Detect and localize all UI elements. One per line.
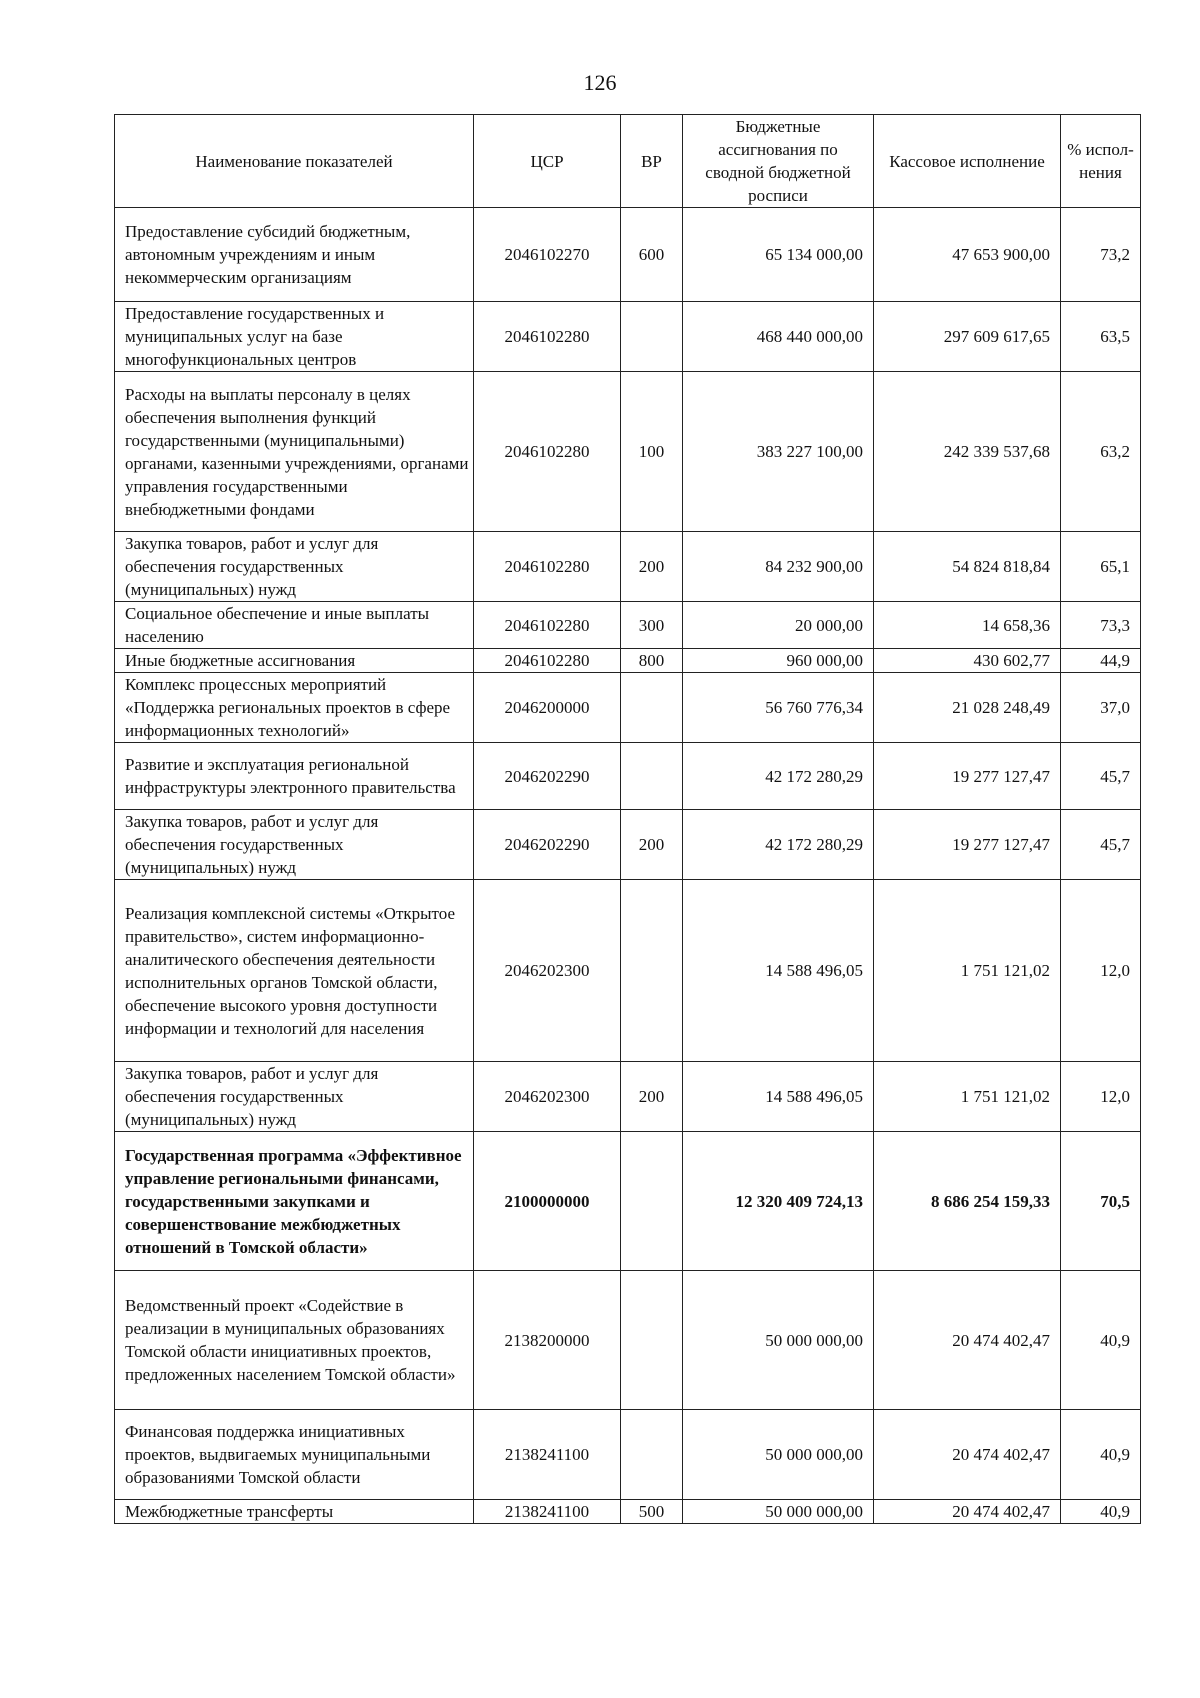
- table-row: [115, 1500, 1141, 1524]
- row-vr-cell: 600: [621, 208, 683, 302]
- row-cash-cell: 8 686 254 159,33: [874, 1132, 1061, 1271]
- row-name-cell: Закупка товаров, работ и услуг для обеспечения государственных (муниципальных) нужд: [115, 532, 474, 602]
- row-assignments-cell: 12 320 409 724,13: [683, 1132, 874, 1271]
- row-cash-cell: 21 028 248,49: [874, 673, 1061, 743]
- row-cash-cell: 20 474 402,47: [874, 1410, 1061, 1500]
- row-pct-cell: 73,2: [1061, 208, 1141, 302]
- row-csr-cell: 2138241100: [474, 1410, 621, 1500]
- header-assignments: Бюджетные ассигнования по сводной бюджетной росписи: [683, 115, 874, 208]
- row-assignments-cell: 468 440 000,00: [683, 302, 874, 372]
- row-pct-cell: 70,5: [1061, 1132, 1141, 1271]
- table-row: [115, 1410, 1141, 1500]
- header-vr: ВР: [621, 115, 683, 208]
- row-assignments-cell: 56 760 776,34: [683, 673, 874, 743]
- table-header-row: [115, 115, 1141, 208]
- row-assignments-cell: 50 000 000,00: [683, 1271, 874, 1410]
- row-name-cell: Расходы на выплаты персоналу в целях обеспечения выполнения функций государственными (муниципальными) органами, казенными учреждениями, органами управления государственными внебюджетными фондами: [115, 372, 474, 532]
- row-pct-cell: 73,3: [1061, 602, 1141, 649]
- row-assignments-cell: 960 000,00: [683, 649, 874, 673]
- row-pct-cell: 63,5: [1061, 302, 1141, 372]
- table-body: [115, 208, 1141, 1524]
- row-name-cell: Предоставление государственных и муниципальных услуг на базе многофункциональных центров: [115, 302, 474, 372]
- row-csr-cell: 2046102280: [474, 372, 621, 532]
- row-vr-cell: [621, 1132, 683, 1271]
- row-vr-cell: 200: [621, 1062, 683, 1132]
- page-number: 126: [583, 70, 617, 95]
- row-assignments-cell: 84 232 900,00: [683, 532, 874, 602]
- row-pct-cell: 40,9: [1061, 1500, 1141, 1524]
- row-vr-cell: [621, 673, 683, 743]
- row-assignments-cell: 14 588 496,05: [683, 880, 874, 1062]
- row-name-cell: Государственная программа «Эффективное управление региональными финансами, государственными закупками и совершенствование межбюджетных отношений в Томской области»: [115, 1132, 474, 1271]
- budget-table: [114, 114, 1141, 1524]
- row-pct-cell: 63,2: [1061, 372, 1141, 532]
- row-cash-cell: 20 474 402,47: [874, 1271, 1061, 1410]
- row-cash-cell: 19 277 127,47: [874, 743, 1061, 810]
- row-name-cell: Комплекс процессных мероприятий «Поддержка региональных проектов в сфере информационных технологий»: [115, 673, 474, 743]
- table-row: [115, 743, 1141, 810]
- table-row: [115, 1062, 1141, 1132]
- row-pct-cell: 12,0: [1061, 1062, 1141, 1132]
- row-csr-cell: 2046202290: [474, 743, 621, 810]
- row-pct-cell: 45,7: [1061, 743, 1141, 810]
- row-name-cell: Развитие и эксплуатация региональной инфраструктуры электронного правительства: [115, 743, 474, 810]
- table-row: [115, 673, 1141, 743]
- row-cash-cell: 1 751 121,02: [874, 1062, 1061, 1132]
- row-csr-cell: 2046202290: [474, 810, 621, 880]
- row-cash-cell: 20 474 402,47: [874, 1500, 1061, 1524]
- row-cash-cell: 242 339 537,68: [874, 372, 1061, 532]
- row-cash-cell: 19 277 127,47: [874, 810, 1061, 880]
- row-cash-cell: 430 602,77: [874, 649, 1061, 673]
- table-row: [115, 1132, 1141, 1271]
- header-name: Наименование показателей: [115, 115, 474, 208]
- row-assignments-cell: 65 134 000,00: [683, 208, 874, 302]
- row-csr-cell: 2046102280: [474, 649, 621, 673]
- row-csr-cell: 2100000000: [474, 1132, 621, 1271]
- table-row: [115, 880, 1141, 1062]
- row-csr-cell: 2046102280: [474, 532, 621, 602]
- row-cash-cell: 14 658,36: [874, 602, 1061, 649]
- table-row: [115, 372, 1141, 532]
- row-name-cell: Реализация комплексной системы «Открытое правительство», систем информационно-аналитического обеспечения деятельности исполнительных органов Томской области, обеспечение высокого уровня доступности информации и технологий для населения: [115, 880, 474, 1062]
- row-pct-cell: 37,0: [1061, 673, 1141, 743]
- row-vr-cell: 100: [621, 372, 683, 532]
- row-csr-cell: 2046102280: [474, 602, 621, 649]
- row-name-cell: Межбюджетные трансферты: [115, 1500, 474, 1524]
- header-csr: ЦСР: [474, 115, 621, 208]
- row-assignments-cell: 20 000,00: [683, 602, 874, 649]
- row-vr-cell: [621, 302, 683, 372]
- row-csr-cell: 2138200000: [474, 1271, 621, 1410]
- row-cash-cell: 1 751 121,02: [874, 880, 1061, 1062]
- row-cash-cell: 297 609 617,65: [874, 302, 1061, 372]
- table-row: [115, 602, 1141, 649]
- row-vr-cell: 200: [621, 532, 683, 602]
- table-row: [115, 532, 1141, 602]
- row-csr-cell: 2046202300: [474, 1062, 621, 1132]
- table-row: [115, 810, 1141, 880]
- row-pct-cell: 65,1: [1061, 532, 1141, 602]
- row-name-cell: Закупка товаров, работ и услуг для обеспечения государственных (муниципальных) нужд: [115, 1062, 474, 1132]
- row-cash-cell: 54 824 818,84: [874, 532, 1061, 602]
- header-cash: Кассовое исполнение: [874, 115, 1061, 208]
- row-assignments-cell: 42 172 280,29: [683, 810, 874, 880]
- table-row: [115, 1271, 1141, 1410]
- table-row: [115, 302, 1141, 372]
- row-vr-cell: 300: [621, 602, 683, 649]
- row-name-cell: Предоставление субсидий бюджетным, автономным учреждениям и иным некоммерческим организациям: [115, 208, 474, 302]
- row-vr-cell: 200: [621, 810, 683, 880]
- row-vr-cell: 500: [621, 1500, 683, 1524]
- row-assignments-cell: 50 000 000,00: [683, 1500, 874, 1524]
- table-row: [115, 649, 1141, 673]
- row-cash-cell: 47 653 900,00: [874, 208, 1061, 302]
- row-name-cell: Финансовая поддержка инициативных проектов, выдвигаемых муниципальными образованиями Томской области: [115, 1410, 474, 1500]
- row-vr-cell: [621, 880, 683, 1062]
- table-row: [115, 208, 1141, 302]
- row-vr-cell: [621, 1271, 683, 1410]
- row-csr-cell: 2046202300: [474, 880, 621, 1062]
- row-csr-cell: 2046102270: [474, 208, 621, 302]
- row-pct-cell: 44,9: [1061, 649, 1141, 673]
- row-assignments-cell: 50 000 000,00: [683, 1410, 874, 1500]
- row-pct-cell: 45,7: [1061, 810, 1141, 880]
- row-pct-cell: 40,9: [1061, 1271, 1141, 1410]
- row-name-cell: Социальное обеспечение и иные выплаты населению: [115, 602, 474, 649]
- row-name-cell: Закупка товаров, работ и услуг для обеспечения государственных (муниципальных) нужд: [115, 810, 474, 880]
- row-name-cell: Иные бюджетные ассигнования: [115, 649, 474, 673]
- row-assignments-cell: 14 588 496,05: [683, 1062, 874, 1132]
- row-assignments-cell: 42 172 280,29: [683, 743, 874, 810]
- header-pct: % испол-нения: [1061, 115, 1141, 208]
- row-csr-cell: 2138241100: [474, 1500, 621, 1524]
- row-name-cell: Ведомственный проект «Содействие в реализации в муниципальных образованиях Томской области инициативных проектов, предложенных населением Томской области»: [115, 1271, 474, 1410]
- row-csr-cell: 2046200000: [474, 673, 621, 743]
- row-vr-cell: [621, 743, 683, 810]
- row-pct-cell: 40,9: [1061, 1410, 1141, 1500]
- row-csr-cell: 2046102280: [474, 302, 621, 372]
- row-vr-cell: 800: [621, 649, 683, 673]
- row-assignments-cell: 383 227 100,00: [683, 372, 874, 532]
- row-pct-cell: 12,0: [1061, 880, 1141, 1062]
- row-vr-cell: [621, 1410, 683, 1500]
